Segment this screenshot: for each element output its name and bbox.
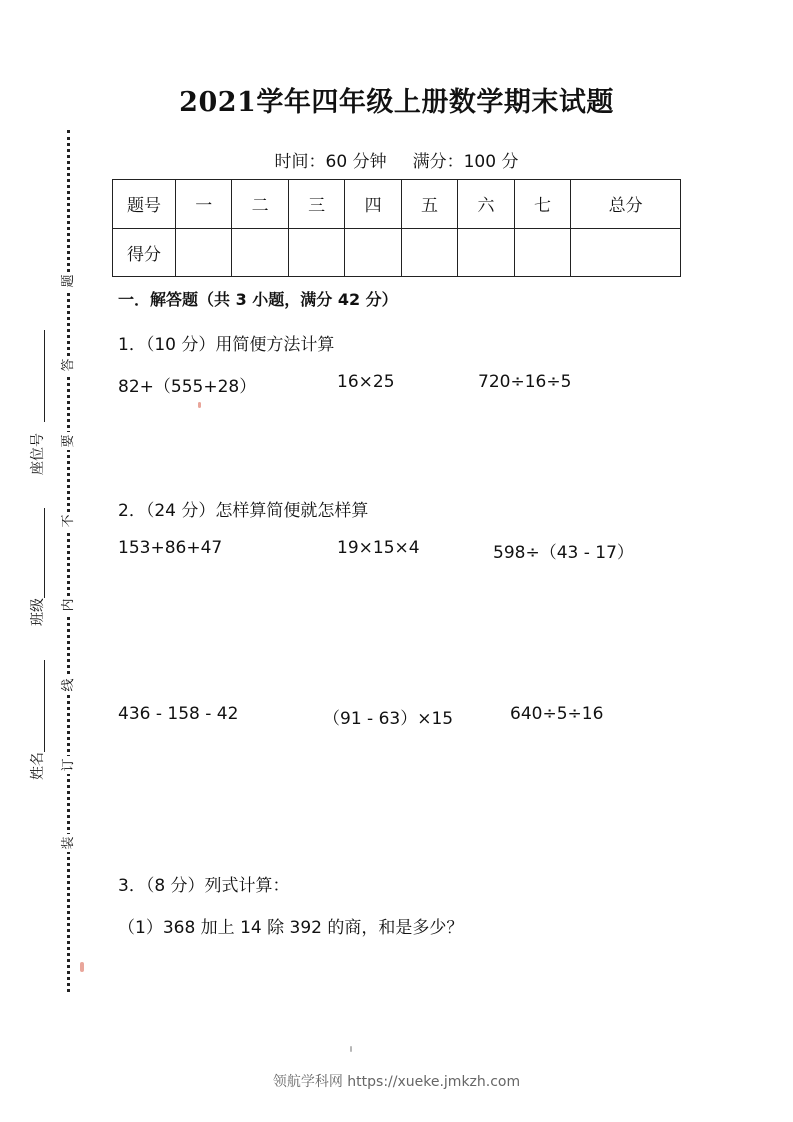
question-2-expr: 598÷（43 - 17） <box>493 543 634 563</box>
score-table-header-cell: 三 <box>288 180 344 229</box>
score-cell[interactable] <box>571 228 681 277</box>
binding-char: 订 <box>60 756 78 774</box>
score-cell[interactable] <box>345 228 401 277</box>
binding-char: 答 <box>60 356 78 374</box>
binding-char: 线 <box>60 676 78 694</box>
name-line <box>44 660 45 752</box>
question-2-expr: 19×15×4 <box>337 538 420 558</box>
binding-char: 装 <box>60 834 78 852</box>
page-title: 2021学年四年级上册数学期末试题 <box>179 87 614 118</box>
score-table-header-cell: 四 <box>345 180 401 229</box>
question-1-title: 1．（10 分）用简便方法计算 <box>118 335 335 355</box>
score-cell[interactable] <box>458 228 514 277</box>
score-table-header-cell: 六 <box>458 180 514 229</box>
question-3-sub-1: （1）368 加上 14 除 392 的商，和是多少？ <box>118 918 464 938</box>
score-table-header-cell: 一 <box>176 180 232 229</box>
binding-char: 要 <box>60 432 78 450</box>
time-limit: 时间：60 分钟 <box>274 152 387 172</box>
question-3-title: 3．（8 分）列式计算： <box>118 876 290 896</box>
question-1-expr: 16×25 <box>337 372 395 392</box>
score-cell[interactable] <box>288 228 344 277</box>
question-1-expr: 720÷16÷5 <box>478 372 572 392</box>
question-2-title: 2．（24 分）怎样算简便就怎样算 <box>118 501 369 521</box>
score-row-label: 得分 <box>113 228 176 277</box>
score-table <box>112 179 681 277</box>
score-table-score-row <box>113 228 681 277</box>
score-cell[interactable] <box>401 228 457 277</box>
section-heading: 一．解答题（共 3 小题，满分 42 分） <box>118 290 398 309</box>
class-label: 班级 <box>30 598 46 626</box>
binding-char: 内 <box>60 596 78 614</box>
seat-number-line <box>44 330 45 422</box>
score-table-header-row <box>113 180 681 229</box>
question-2-expr: 153+86+47 <box>118 538 223 558</box>
score-cell[interactable] <box>514 228 570 277</box>
score-table-header-cell: 二 <box>232 180 288 229</box>
score-cell[interactable] <box>176 228 232 277</box>
scan-speck <box>80 962 84 972</box>
binding-char: 不 <box>60 512 78 530</box>
class-line <box>44 508 45 598</box>
footer-watermark: 领航学科网 https://xueke.jmkzh.com <box>272 1074 521 1090</box>
full-score: 满分：100 分 <box>412 152 519 172</box>
question-2-expr: 640÷5÷16 <box>510 704 604 724</box>
name-label: 姓名 <box>30 752 46 780</box>
question-2-expr: 436 - 158 - 42 <box>118 704 239 724</box>
scan-speck <box>198 402 201 408</box>
score-table-header-cell: 总分 <box>571 180 681 229</box>
seat-number-label: 座位号 <box>30 433 46 475</box>
question-1-expr: 82+（555+28） <box>118 377 257 397</box>
binding-char: 题 <box>60 272 78 290</box>
exam-meta <box>0 147 793 172</box>
score-table-header-cell: 题号 <box>113 180 176 229</box>
binding-dotted-line <box>67 130 70 992</box>
scan-speck <box>350 1046 352 1052</box>
score-table-header-cell: 七 <box>514 180 570 229</box>
score-table-header-cell: 五 <box>401 180 457 229</box>
question-2-expr: （91 - 63）×15 <box>323 709 454 729</box>
score-cell[interactable] <box>232 228 288 277</box>
